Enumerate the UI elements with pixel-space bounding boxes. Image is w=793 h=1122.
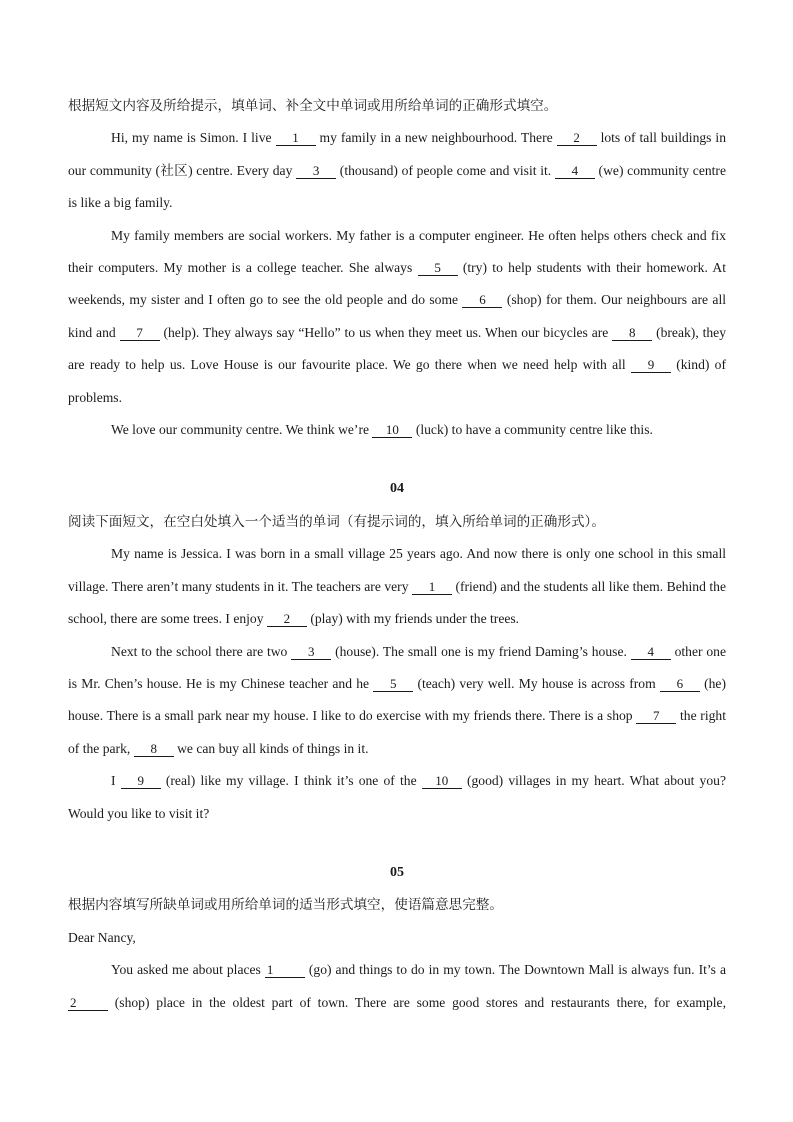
letter-salutation: Dear Nancy, [68, 929, 136, 945]
section-heading-04: 04 [390, 481, 404, 497]
blank-s1-1: 1 [276, 130, 316, 146]
text-run: we can buy all kinds of things in it. [173, 740, 369, 756]
text-run: other one is Mr. Chen’s house. He is my Chinese teacher and he [68, 643, 726, 691]
text-run: Hi, my name is Simon. I live [111, 130, 276, 146]
blank-s1-9: 9 [631, 357, 671, 373]
text-run: lots of tall buildings in our community (社区) centre. Every day [68, 130, 726, 178]
text-run: Next to the school there are two [111, 643, 292, 659]
text-run: (shop) for them. Our neighbours are all kind and [68, 292, 727, 340]
text-run: (play) with my friends under the trees. [306, 611, 520, 627]
passage-paragraph [68, 954, 726, 1019]
blank-s2-9: 9 [121, 773, 161, 789]
passage-paragraph [68, 636, 726, 766]
text-run: (break), they are ready to help us. Love House is our favourite place. We go there when we need help with all [68, 324, 727, 373]
blank-s1-8: 8 [612, 325, 652, 341]
blank-s2-2: 2 [267, 611, 307, 627]
text-run: We love our community centre. We think we’re [111, 422, 373, 438]
text-run: (real) like my village. I think it’s one of the [160, 773, 422, 789]
blank-s1-3: 3 [296, 163, 336, 179]
text-run: (he) house. There is a small park near my house. I like to do exercise with my friends there. There is a shop [68, 675, 726, 724]
passage-paragraph [68, 220, 726, 414]
text-run: my family in a new neighbourhood. There [315, 130, 557, 146]
text-run: My family members are social workers. My father is a computer engineer. He often helps others check and fix their computers. My mother is a college teacher. She always [68, 227, 726, 276]
text-run: (friend) and the students all like them. Behind the school, there are some trees. I enjoy [68, 578, 726, 627]
text-run: (shop) place in the oldest part of town. There are some good stores and restaurants there, for example, [108, 994, 726, 1010]
text-run: (teach) very well. My house is across from [413, 675, 660, 691]
blank-s2-3: 3 [291, 644, 331, 660]
blank-s1-7: 7 [120, 325, 160, 341]
blank-s2-4: 4 [631, 644, 671, 660]
blank-s2-1: 1 [412, 579, 452, 595]
text-run: My name is Jessica. I was born in a small village 25 years ago. And now there is only one school in this small village. There aren’t many students in it. The teachers are very [68, 546, 726, 594]
exercise-instruction: 根据内容填写所缺单词或用所给单词的适当形式填空，使语篇意思完整。 [68, 897, 503, 913]
text-run: (help). They always say “Hello” to us when they meet us. When our bicycles are [159, 324, 613, 340]
blank-s1-4: 4 [555, 163, 595, 179]
text-run: (house). The small one is my friend Daming’s house. [331, 643, 631, 659]
blank-s1-10: 10 [372, 422, 412, 438]
text-run: (try) to help students with their homework. At weekends, my sister and I often go to see the old people and do some [68, 260, 726, 308]
text-run: the right of the park, [68, 708, 726, 756]
blank-s2-10: 10 [422, 773, 462, 789]
passage-paragraph [68, 414, 726, 446]
blank-s3-2: 2 [68, 995, 108, 1011]
passage-paragraph [68, 765, 726, 830]
text-run: (thousand) of people come and visit it. [336, 162, 555, 178]
exercise-instruction: 阅读下面短文，在空白处填入一个适当的单词（有提示词的，填入所给单词的正确形式）。 [68, 513, 605, 529]
text-run: (kind) of problems. [68, 357, 727, 405]
blank-s2-6: 6 [660, 676, 700, 692]
passage-paragraph [68, 538, 726, 635]
blank-s2-7: 7 [636, 708, 676, 724]
text-run: (luck) to have a community centre like this. [412, 422, 653, 438]
text-run: (go) and things to do in my town. The Downtown Mall is always fun. It’s a [304, 962, 727, 978]
blank-s1-6: 6 [462, 292, 502, 308]
blank-s1-2: 2 [557, 130, 597, 146]
exercise-instruction: 根据短文内容及所给提示，填单词、补全文中单词或用所给单词的正确形式填空。 [68, 98, 558, 113]
blank-s3-1: 1 [265, 962, 305, 978]
text-run: You asked me about places [111, 962, 265, 978]
text-run: (we) community centre is like a big family. [68, 162, 726, 211]
blank-s2-5: 5 [373, 676, 413, 692]
blank-s2-8: 8 [134, 741, 174, 757]
section-heading-05: 05 [390, 864, 404, 880]
blank-s1-5: 5 [418, 260, 458, 276]
text-run: I [111, 773, 121, 789]
text-run: (good) villages in my heart. What about you? Would you like to visit it? [68, 773, 726, 821]
passage-paragraph [68, 122, 726, 219]
